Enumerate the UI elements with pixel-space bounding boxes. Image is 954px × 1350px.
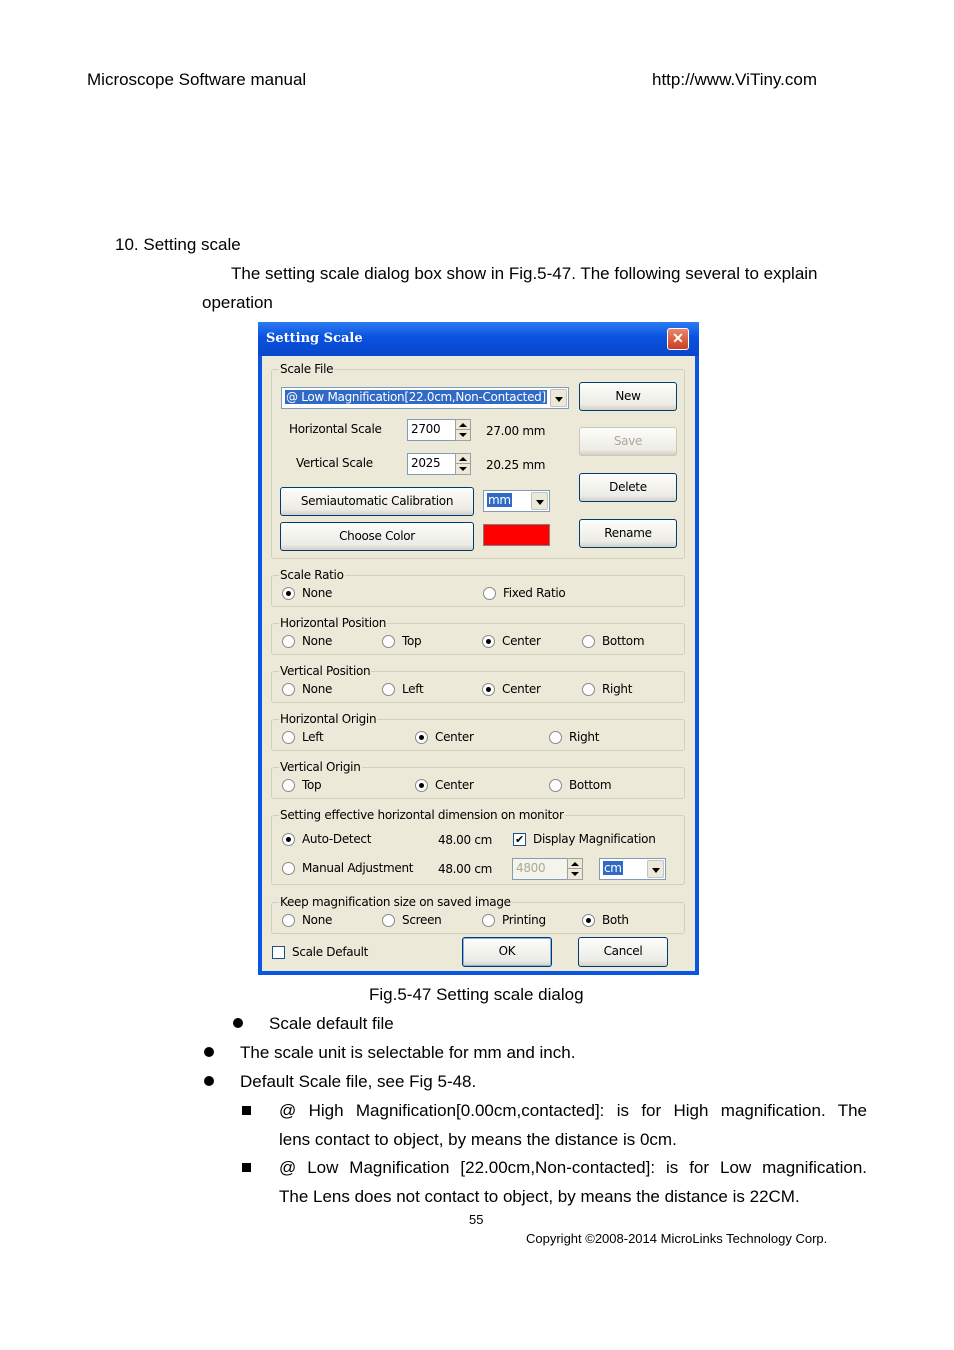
keep-screen-radio[interactable] <box>382 914 395 927</box>
scale-ratio-none-label: None <box>302 586 333 600</box>
bullet-square-icon <box>242 1106 251 1115</box>
vertical-scale-label: Vertical Scale <box>296 456 373 470</box>
horizontal-origin-label: Horizontal Origin <box>280 712 377 726</box>
horigin-left-radio[interactable] <box>282 731 295 744</box>
horigin-center-radio[interactable] <box>415 731 428 744</box>
auto-detect-radio[interactable] <box>282 833 295 846</box>
vertical-position-label: Vertical Position <box>280 664 371 678</box>
delete-button[interactable]: Delete <box>579 473 677 502</box>
keep-none-radio[interactable] <box>282 914 295 927</box>
sub-bullet-low-line1: @ Low Magnification [22.00cm,Non-contacted]: is for Low magnification. <box>279 1158 867 1177</box>
monitor-unit-value: cm <box>604 861 622 875</box>
scale-default-checkbox[interactable] <box>272 946 285 959</box>
vertical-scale-input[interactable]: 2025 <box>407 453 457 475</box>
keep-magnification-label: Keep magnification size on saved image <box>280 895 511 909</box>
vorigin-center-label: Center <box>435 778 474 792</box>
vorigin-top-radio[interactable] <box>282 779 295 792</box>
figure-caption: Fig.5-47 Setting scale dialog <box>369 985 584 1004</box>
vpos-none-radio[interactable] <box>282 683 295 696</box>
auto-detect-label: Auto-Detect <box>302 832 372 846</box>
spin-up-icon[interactable] <box>568 859 582 869</box>
hpos-center-radio[interactable] <box>482 635 495 648</box>
vpos-none-label: None <box>302 682 333 696</box>
spin-down-icon[interactable] <box>456 430 470 440</box>
hpos-top-label: Top <box>402 634 422 648</box>
manual-adjustment-radio[interactable] <box>282 862 295 875</box>
dialog-client <box>262 356 695 971</box>
horigin-center-label: Center <box>435 730 474 744</box>
vpos-center-label: Center <box>502 682 541 696</box>
checkmark-icon: ✔ <box>515 833 524 846</box>
header-title: Microscope Software manual <box>87 70 307 89</box>
scale-ratio-label: Scale Ratio <box>280 568 344 582</box>
scale-unit-dropdown[interactable] <box>483 490 550 512</box>
horizontal-scale-label: Horizontal Scale <box>289 422 382 436</box>
horizontal-scale-input[interactable]: 2700 <box>407 419 457 441</box>
hpos-top-radio[interactable] <box>382 635 395 648</box>
vertical-scale-spinner[interactable] <box>455 453 471 475</box>
bullet-dot-icon <box>204 1076 214 1086</box>
semiautomatic-calibration-button[interactable]: Semiautomatic Calibration <box>280 487 474 516</box>
color-swatch[interactable] <box>483 524 550 546</box>
sub-bullet-low-line2: The Lens does not contact to object, by means the distance is 22CM. <box>279 1187 800 1206</box>
scale-default-label: Scale Default <box>292 945 369 959</box>
scale-ratio-fixed-label: Fixed Ratio <box>503 586 566 600</box>
vpos-left-label: Left <box>402 682 424 696</box>
setting-scale-dialog <box>258 322 699 975</box>
hpos-none-radio[interactable] <box>282 635 295 648</box>
manual-dimension-spinner[interactable] <box>567 858 583 880</box>
intro-line-2: operation <box>202 293 273 312</box>
vpos-left-radio[interactable] <box>382 683 395 696</box>
hpos-bottom-radio[interactable] <box>582 635 595 648</box>
keep-printing-label: Printing <box>502 913 546 927</box>
horizontal-position-label: Horizontal Position <box>280 616 387 630</box>
vpos-right-radio[interactable] <box>582 683 595 696</box>
vorigin-center-radio[interactable] <box>415 779 428 792</box>
section-heading: 10. Setting scale <box>115 235 241 254</box>
new-button[interactable]: New <box>579 382 677 411</box>
bullet-scale-default: Scale default file <box>269 1014 394 1033</box>
keep-both-radio[interactable] <box>582 914 595 927</box>
hpos-center-label: Center <box>502 634 541 648</box>
bullet-default-file: Default Scale file, see Fig 5-48. <box>240 1072 477 1091</box>
spin-down-icon[interactable] <box>456 464 470 474</box>
chevron-down-icon[interactable] <box>531 492 548 510</box>
display-magnification-label: Display Magnification <box>533 832 656 846</box>
hpos-none-label: None <box>302 634 333 648</box>
vorigin-bottom-label: Bottom <box>569 778 612 792</box>
chevron-down-icon[interactable] <box>647 860 664 878</box>
sub-bullet-high-line1: @ High Magnification[0.00cm,contacted]: is for High magnification. The <box>279 1101 867 1120</box>
choose-color-button[interactable]: Choose Color <box>280 522 474 551</box>
manual-dimension-input[interactable]: 4800 <box>512 858 569 880</box>
hpos-bottom-label: Bottom <box>602 634 645 648</box>
bullet-dot-icon <box>233 1018 243 1028</box>
chevron-down-icon[interactable] <box>550 389 567 407</box>
horizontal-scale-spinner[interactable] <box>455 419 471 441</box>
bullet-square-icon <box>242 1163 251 1172</box>
dialog-titlebar[interactable] <box>258 322 699 356</box>
bullet-dot-icon <box>204 1047 214 1057</box>
keep-none-label: None <box>302 913 333 927</box>
dialog-title: Setting Scale <box>266 331 363 346</box>
vorigin-bottom-radio[interactable] <box>549 779 562 792</box>
horigin-right-label: Right <box>569 730 600 744</box>
auto-detect-value: 48.00 cm <box>438 833 493 847</box>
keep-screen-label: Screen <box>402 913 442 927</box>
vertical-scale-mm: 20.25 mm <box>486 458 546 472</box>
ok-button[interactable]: OK <box>462 937 552 967</box>
scale-unit-value: mm <box>488 493 511 507</box>
sub-bullet-high-line2: lens contact to object, by means the distance is 0cm. <box>279 1130 677 1149</box>
vpos-right-label: Right <box>602 682 633 696</box>
intro-line-1: The setting scale dialog box show in Fig.5-47. The following several to explain <box>231 264 818 283</box>
monitor-dimension-label: Setting effective horizontal dimension on monitor <box>280 808 564 822</box>
horigin-left-label: Left <box>302 730 324 744</box>
copyright: Copyright ©2008-2014 MicroLinks Technology Corp. <box>526 1231 828 1246</box>
scale-file-dropdown[interactable] <box>281 387 569 409</box>
scale-file-label: Scale File <box>280 362 334 376</box>
display-magnification-checkbox[interactable] <box>513 833 526 846</box>
scale-file-value: @ Low Magnification[22.0cm,Non-Contacted] <box>286 390 546 404</box>
horizontal-scale-mm: 27.00 mm <box>486 424 546 438</box>
scale-ratio-fixed-radio[interactable] <box>483 587 496 600</box>
scale-ratio-none-radio[interactable] <box>282 587 295 600</box>
manual-adjustment-label: Manual Adjustment <box>302 861 414 875</box>
monitor-unit-dropdown[interactable] <box>599 858 666 880</box>
close-icon[interactable]: ✕ <box>667 328 689 350</box>
horigin-right-radio[interactable] <box>549 731 562 744</box>
spin-up-icon[interactable] <box>456 454 470 464</box>
vorigin-top-label: Top <box>302 778 322 792</box>
cancel-button[interactable]: Cancel <box>578 937 668 967</box>
spin-down-icon[interactable] <box>568 869 582 879</box>
spin-up-icon[interactable] <box>456 420 470 430</box>
rename-button[interactable]: Rename <box>579 519 677 548</box>
keep-both-label: Both <box>602 913 629 927</box>
keep-printing-radio[interactable] <box>482 914 495 927</box>
manual-adjustment-value: 48.00 cm <box>438 862 493 876</box>
vpos-center-radio[interactable] <box>482 683 495 696</box>
header-url[interactable]: http://www.ViTiny.com <box>652 70 818 89</box>
vertical-origin-label: Vertical Origin <box>280 760 361 774</box>
page-number: 55 <box>469 1212 484 1227</box>
save-button[interactable]: Save <box>579 427 677 456</box>
bullet-unit: The scale unit is selectable for mm and inch. <box>240 1043 576 1062</box>
